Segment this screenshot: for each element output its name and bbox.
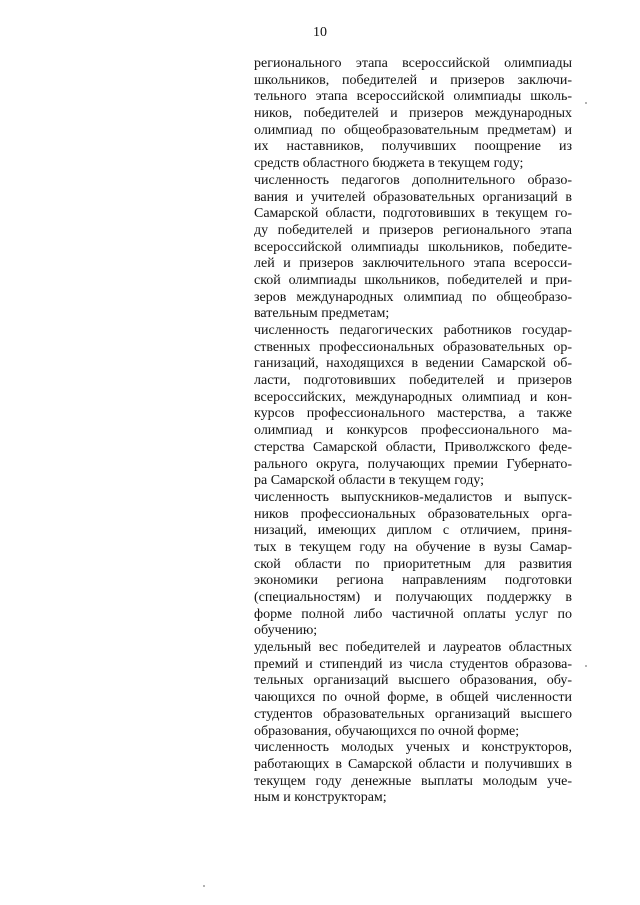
scan-speck [585, 102, 587, 104]
text-line: ников, победителей и призеров международных [254, 106, 572, 122]
text-line: их наставников, получивших поощрение из [254, 139, 572, 155]
text-line: вания и учителей образовательных организаций в [254, 189, 572, 205]
scan-speck [585, 665, 587, 667]
text-line: ганизаций, находящихся в ведении Самарской об- [254, 356, 572, 372]
text-line: олимпиад по общеобразовательным предметам) и [254, 122, 572, 138]
text-line: ду победителей и призеров регионального этапа [254, 222, 572, 238]
text-line: курсов профессионального мастерства, а также [254, 406, 572, 422]
text-line: удельный вес победителей и лауреатов областных [254, 640, 572, 656]
text-line: тельного этапа всероссийской олимпиады школь- [254, 89, 572, 105]
text-line: зеров международных олимпиад по общеобразо- [254, 289, 572, 305]
scan-speck [203, 885, 205, 887]
text-line: ников профессиональных образовательных орга- [254, 506, 572, 522]
text-line: чающихся по очной форме, в общей численности [254, 690, 572, 706]
text-line: всероссийских, международных олимпиад и кон- [254, 389, 572, 405]
text-line: ным и конструкторам; [254, 790, 387, 806]
text-line: форме полной либо частичной оплаты услуг по [254, 606, 572, 622]
text-line: школьников, победителей и призеров заключи- [254, 72, 572, 88]
text-line: обучению; [254, 623, 318, 639]
text-line: низаций, имеющих диплом с отличием, приня- [254, 523, 572, 539]
text-line: олимпиад и конкурсов профессионального ма- [254, 423, 572, 439]
document-body-text [254, 56, 572, 807]
text-line: средств областного бюджета в текущем году; [254, 156, 524, 172]
text-line: тых в текущем году на обучение в вузы Самар- [254, 539, 572, 555]
text-line: численность молодых ученых и конструкторов, [254, 740, 572, 756]
text-line: всероссийской олимпиады школьников, победите- [254, 239, 572, 255]
text-line: Самарской области, подготовивших в текущем го- [254, 206, 572, 222]
text-line: лей и призеров заключительного этапа всеросси- [254, 256, 572, 272]
text-line: ласти, подготовивших победителей и призеров [254, 373, 572, 389]
text-line: ра Самарской области в текущем году; [254, 473, 485, 489]
text-line: численность педагогов дополнительного образо- [254, 172, 572, 188]
text-line: образования, обучающихся по очной форме; [254, 723, 520, 739]
text-line: вательным предметам; [254, 306, 390, 322]
text-line: ской области по приоритетным для развития [254, 556, 572, 572]
text-line: студентов образовательных организаций высшего [254, 706, 572, 722]
text-line: работающих в Самарской области и получивших в [254, 756, 572, 772]
page-number: 10 [313, 25, 327, 40]
text-line: стерства Самарской области, Приволжского феде- [254, 439, 572, 455]
text-line: рального округа, получающих премии Губернато- [254, 456, 572, 472]
text-line: текущем году денежные выплаты молодым уче- [254, 773, 572, 789]
text-line: численность выпускников-медалистов и выпуск- [254, 489, 572, 505]
text-line: регионального этапа всероссийской олимпиады [254, 56, 572, 71]
text-line: премий и стипендий из числа студентов образова- [254, 656, 572, 672]
text-line: (специальностям) и получающих поддержку в [254, 590, 572, 605]
text-line: ской олимпиады школьников, победителей и при- [254, 272, 572, 288]
text-line: экономики региона направлениям подготовки [254, 573, 572, 589]
text-line: тельных организаций высшего образования, обу- [254, 673, 572, 689]
text-line: численность педагогических работников государ- [254, 323, 572, 338]
text-line: ственных профессиональных образовательных ор- [254, 339, 572, 355]
